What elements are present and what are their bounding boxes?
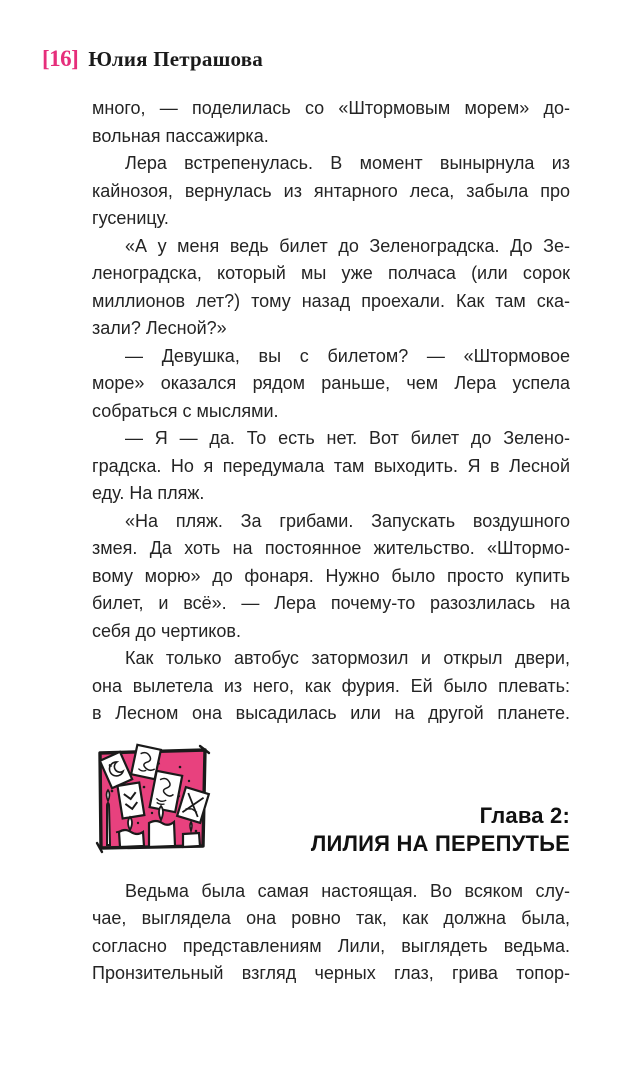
chapter-row (92, 743, 570, 855)
text-line: билет, и всё». — Лера почему-то разозлилась на (92, 593, 570, 613)
paragraphs-after-illustration (92, 878, 570, 988)
text-line: «На пляж. За грибами. Запускать воздушного (125, 510, 570, 531)
text-line: вому морю» до фонаря. Нужно было просто купить (92, 565, 570, 586)
text-line: градска. Но я передумала там выходить. Я в Лесной (92, 455, 570, 476)
text-line: море» оказался рядом раньше, чем Лера успела (92, 373, 570, 393)
text-line: она вылетела из него, как фурия. Ей было плевать: (92, 675, 570, 696)
text-line: — Девушка, вы с билетом? — «Штормовое (125, 345, 570, 366)
paragraph (92, 95, 570, 150)
text-line: миллионов лет?) тому назад проехали. Как там ска- (92, 290, 570, 311)
text-line: себя до чертиков. (92, 620, 241, 641)
text-line: Лера встрепенулась. В момент вынырнула из (125, 153, 570, 173)
text-line: еду. На пляж. (92, 483, 205, 503)
text-line: чае, выглядела она ровно так, как должна была, (92, 908, 570, 928)
text-line: вольная пассажирка. (92, 125, 269, 146)
text-line: — Я — да. То есть нет. Вот билет до Зелено- (125, 428, 570, 448)
paragraph (92, 343, 570, 426)
paragraph (92, 645, 570, 728)
text-line: зали? Лесной?» (92, 318, 227, 338)
text-line: гусеницу. (92, 208, 169, 228)
chapter-number: Глава 2: (479, 802, 570, 828)
text-line: змея. Да хоть на постоянное жительство. «Штормо- (92, 538, 570, 558)
paragraphs-before-illustration (92, 95, 570, 728)
text-line: собраться с мыслями. (92, 400, 279, 421)
tarot-candles-illustration (92, 743, 216, 855)
paragraph (92, 233, 570, 343)
paragraph (92, 878, 570, 988)
text-line: Ведьма была самая настоящая. Во всяком слу- (125, 880, 570, 901)
paragraph (92, 425, 570, 508)
text-line: леноградска, который мы уже полчаса (или сорок (92, 263, 570, 283)
chapter-heading (216, 802, 570, 858)
text-line: «А у меня ведь билет до Зеленоградска. До Зе- (125, 235, 570, 256)
body-text (92, 95, 570, 988)
text-line: в Лесном она высадилась или на другой планете. (92, 703, 570, 723)
chapter-title: ЛИЛИЯ НА ПЕРЕПУТЬЕ (310, 830, 570, 856)
text-line: Как только автобус затормозил и открыл двери, (125, 648, 570, 668)
text-line: согласно представлениям Лили, выглядеть ведьма. (92, 935, 570, 956)
text-line: кайнозоя, вернулась из янтарного леса, забыла про (92, 180, 570, 201)
text-line: много, — поделилась со «Штормовым морем» до- (92, 98, 570, 118)
paragraph (92, 508, 570, 646)
text-line: Пронзительный взгляд черных глаз, грива топор- (92, 963, 570, 983)
page-number: [16] (42, 46, 79, 71)
running-header (42, 46, 263, 72)
paragraph (92, 150, 570, 233)
author-name: Юлия Петрашова (88, 47, 263, 71)
